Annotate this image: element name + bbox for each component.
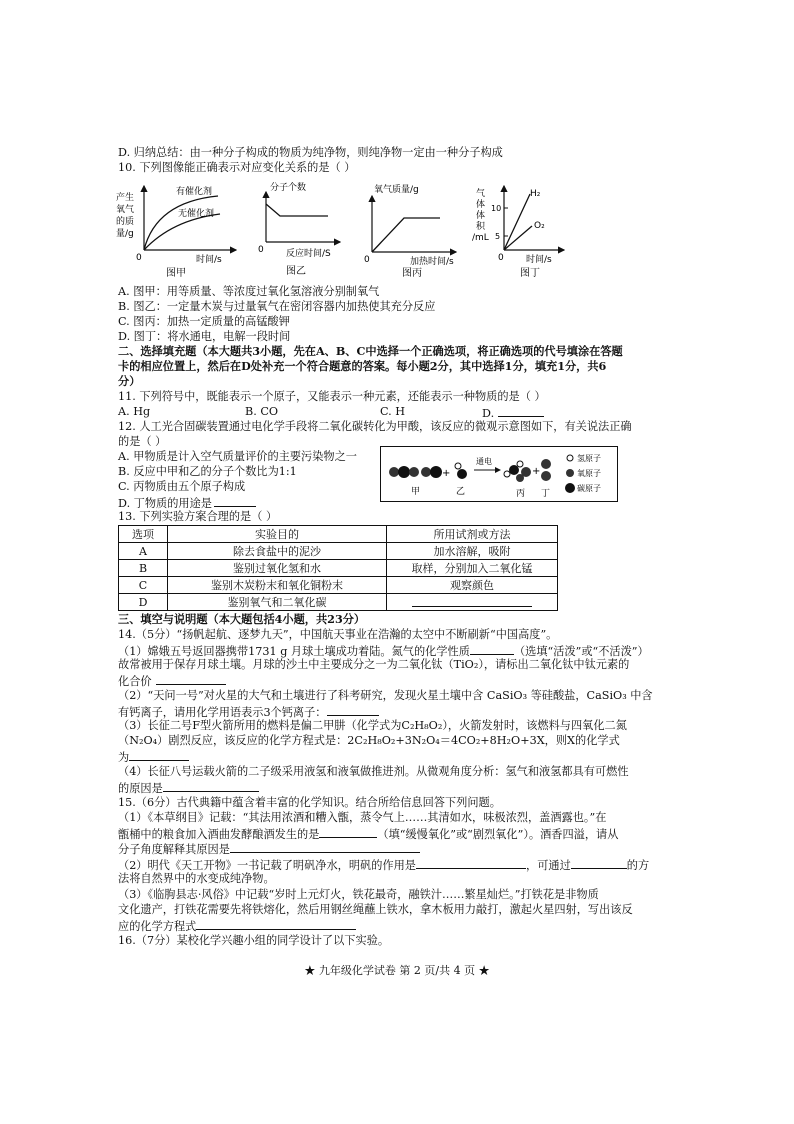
question-14-2: （2）“天问一号”对火星的大气和土壤进行了科考研究，发现火星土壤中含 CaSiO₃ 等硅酸盐，CaSiO₃ 中含 <box>118 689 653 702</box>
q14-3-text: 为 <box>118 751 130 764</box>
graph-jia-ylabel-2: 的质 <box>116 217 135 227</box>
answer-blank-14-2[interactable] <box>327 704 379 716</box>
label-ding: 丁 <box>541 489 551 499</box>
question-12-option-a: A. 甲物质是计入空气质量评价的主要污染物之一 <box>118 450 357 463</box>
question-15-3-line2: 文化遗产，打铁花需要先将铁熔化，然后用钢丝绳蘸上铁水，拿木板用力敲打，激起火星四射，写出该反 <box>118 903 633 916</box>
question-10-option-c: C. 图丙：加热一定质量的高锰酸钾 <box>118 315 290 328</box>
q15-2-text-end: 的方 <box>626 859 650 872</box>
q14-2-text: 有钙离子，请用化学用语表示3个钙离子： <box>118 706 327 719</box>
table-cell: 加水溶解，吸附 <box>387 543 558 560</box>
question-14-3-line3[interactable] <box>118 749 189 765</box>
graph-jia-ylabel-0: 产生 <box>116 193 135 203</box>
curve-without-catalyst <box>144 214 220 250</box>
question-11-option-a: A. Hg <box>118 405 151 418</box>
table-cell: 鉴别木炭粉末和氧化铜粉末 <box>168 577 387 594</box>
table-cell: D <box>119 594 168 611</box>
curve-oxygen-mass <box>372 218 440 252</box>
question-11: 11. 下列符号中，既能表示一个原子，又能表示一种元素，还能表示一种物质的是（ ） <box>118 390 546 403</box>
table-row <box>119 577 558 594</box>
graphs-q10 <box>108 178 608 280</box>
question-12-option-b: B. 反应中甲和乙的分子个数比为1:1 <box>118 465 297 478</box>
question-12-option-c: C. 丙物质由五个原子构成 <box>118 480 246 493</box>
question-12: 12. 人工光合固碳装置通过电化学手段将二氧化碳转化为甲酸，该反应的微观示意图如下，有关说法正确 <box>118 420 632 433</box>
graph-yi-ylabel: 分子个数 <box>270 183 307 193</box>
option-d-label: D. 丁物质的用途是 <box>118 497 212 510</box>
graph-ding-ylabel-1: 体 <box>476 200 486 210</box>
table-row <box>119 543 558 560</box>
table-cell: 观察颜色 <box>387 577 558 594</box>
graph-ding-ylabel-2: 体 <box>476 211 486 221</box>
question-14-4: （4）长征八号运载火箭的二子级采用液氢和液氧做推进剂。从微观角度分析：氢气和液氢都具有可燃性 <box>118 765 629 778</box>
table-header: 实验目的 <box>168 526 387 543</box>
question-14-1-line2: 故常被用于保存月球土壤。月球的沙土中主要成分之一为二氧化钛（TiO₂），请标出二氧化钛中钛元素的 <box>118 658 630 671</box>
question-10-option-d: D. 图丁：将水通电，电解一段时间 <box>118 330 291 343</box>
reaction-diagram <box>380 446 618 502</box>
graph-ding-ylabel-3: 积 <box>476 222 486 232</box>
label-o2: O₂ <box>534 221 545 231</box>
molecule-bing <box>504 461 531 482</box>
q15-1-text: 甑桶中的粮食加入酒曲发酵酿酒发生的是 <box>118 828 320 841</box>
question-10: 10. 下列图像能正确表示对应变化关系的是（ ） <box>118 161 356 174</box>
answer-blank-15-3[interactable] <box>196 918 356 930</box>
question-15-3-line3[interactable] <box>118 918 356 934</box>
graph-ding-ylabel-0: 气 <box>476 189 486 199</box>
question-11-option-b: B. CO <box>245 405 279 418</box>
graph-jia-xlabel: 时间/s <box>196 255 222 265</box>
page-footer: ★ 九年级化学试卷 第 2 页/共 4 页 ★ <box>304 964 490 977</box>
question-15-1: （1）《本草纲目》记载：“其法用浓酒和糟入甑，蒸令气上……其清如水，味极浓烈，盖酒露也。”在 <box>118 811 607 824</box>
question-10-option-b: B. 图乙：一定量木炭与过量氧气在密闭容器内加热使其充分反应 <box>118 300 436 313</box>
caption-jia: 图甲 <box>166 268 186 279</box>
q15-3-text: 应的化学方程式 <box>118 920 197 933</box>
table-cell: B <box>119 560 168 577</box>
caption-ding: 图丁 <box>520 268 540 279</box>
q15-2-text-mid: ，可通过 <box>526 859 571 872</box>
graph-ding-origin: 0 <box>498 253 504 263</box>
question-14-2-line2[interactable] <box>118 704 379 720</box>
table-header: 所用试剂或方法 <box>387 526 558 543</box>
graph-bing-ylabel: 氧气质量/g <box>374 185 419 195</box>
question-11-option-d[interactable] <box>482 405 544 421</box>
question-15-3: （3）《临朐县志·风俗》中记载“岁时上元灯火，铁花最奇，融铁汁……繁星灿烂。”打铁花是非物质 <box>118 888 599 901</box>
section-2-heading-line2: 卡的相应位置上，然后在D处补充一个符合题意的答案。每小题2分，其中选择1分，填充1分，共6 <box>118 359 607 373</box>
graph-ding <box>472 186 564 279</box>
answer-blank-14-3[interactable] <box>129 749 189 761</box>
curve-with-catalyst <box>144 196 218 250</box>
table-header: 选项 <box>119 526 168 543</box>
answer-blank-11d[interactable] <box>498 405 544 417</box>
section-2-heading: 二、选择填充题（本大题共3小题，先在A、B、C中选择一个正确选项，将正确选项的代号填涂在答题 <box>118 344 623 358</box>
label-yi: 乙 <box>456 487 466 497</box>
answer-blank-15-2b[interactable] <box>571 857 627 869</box>
graph-jia <box>116 185 236 279</box>
arrow-label: 通电 <box>476 457 492 466</box>
graph-jia-ylabel-1: 氧气 <box>116 205 135 215</box>
answer-blank-14-1b[interactable] <box>156 673 226 685</box>
q14-1-text: （1）嫦娥五号返回器携带1731 g 月球土壤成功着陆。氮气的化学性质 <box>118 645 470 658</box>
line-h2 <box>504 194 530 250</box>
question-14-3: （3）长征二号F型火箭所用的燃料是偏二甲肼（化学式为C₂H₈O₂），火箭发射时，该燃料与四氧化二氮 <box>118 719 627 732</box>
question-12-line2: 的是（ ） <box>118 435 167 448</box>
question-16: 16.（7分）某校化学兴趣小组的同学设计了以下实验。 <box>118 934 390 947</box>
answer-blank-15-1b[interactable] <box>230 841 420 853</box>
question-15-1-line2[interactable] <box>118 826 618 842</box>
graph-yi-xlabel: 反应时间/S <box>286 249 331 259</box>
question-15-1-line3[interactable] <box>118 841 420 857</box>
question-14-4-line2[interactable] <box>118 780 259 796</box>
molecule-yi <box>455 463 467 479</box>
graph-bing-xlabel: 加热时间/s <box>410 257 454 267</box>
table-cell: A <box>119 543 168 560</box>
svg-text:+: + <box>442 468 451 479</box>
legend-hydrogen: 氢原子 <box>577 454 601 463</box>
graph-yi <box>258 181 340 277</box>
option-d-text: D. 归纳总结：由一种分子构成的物质为纯净物，则纯净物一定由一种分子构成 <box>118 146 503 159</box>
question-15: 15.（6分）古代典籍中蕴含着丰富的化学知识。结合所给信息回答下列问题。 <box>118 796 501 809</box>
table-cell: 鉴别过氧化氢和水 <box>168 560 387 577</box>
graph-ding-xlabel: 时间/s <box>526 255 552 265</box>
graph-ding-tick-10: 10 <box>491 204 502 213</box>
q15-1-text-end: （填“缓慢氧化”或“剧烈氧化”）。酒香四溢，请从 <box>377 828 619 841</box>
section-2-heading-line3: 分） <box>118 374 141 388</box>
option-d-label: D. <box>482 407 495 420</box>
q15-1-text: 分子角度解释其原因是 <box>118 843 230 856</box>
table-cell: 鉴别氧气和二氧化碳 <box>168 594 387 611</box>
question-13: 13. 下列实验方案合理的是（ ） <box>118 510 278 523</box>
answer-blank-12d[interactable] <box>214 495 256 507</box>
table-header-row <box>119 526 558 543</box>
graph-jia-ylabel-3: 量/g <box>116 229 134 239</box>
question-11-option-c: C. H <box>380 405 406 418</box>
answer-blank-13d[interactable] <box>387 594 558 611</box>
q14-4-text: 的原因是 <box>118 782 163 795</box>
legend-carbon: 碳原子 <box>577 484 601 493</box>
line-o2 <box>504 226 532 250</box>
q15-2-text: （2）明代《天工开物》一书记载了明矾净水，明矾的作用是 <box>118 859 416 872</box>
curve-molecule-count <box>266 204 328 216</box>
table-row <box>119 594 558 611</box>
graph-jia-origin: 0 <box>136 253 142 263</box>
graph-ding-tick-5: 5 <box>495 232 501 241</box>
table-row <box>119 560 558 577</box>
label-bing: 丙 <box>516 489 526 499</box>
label-jia: 甲 <box>411 487 421 497</box>
svg-text:+: + <box>532 466 541 477</box>
question-14-1[interactable] <box>118 643 649 659</box>
label-without-catalyst: 无催化剂 <box>178 209 215 219</box>
table-cell: 取样，分别加入二氧化锰 <box>387 560 558 577</box>
answer-blank-15-2[interactable] <box>416 857 526 869</box>
question-15-2[interactable] <box>118 857 649 873</box>
graph-bing <box>364 183 456 279</box>
question-10-option-a: A. 图甲：用等质量、等浓度过氧化氢溶液分别制氧气 <box>118 285 380 298</box>
answer-blank-15-1[interactable] <box>319 826 377 838</box>
table-cell: 除去食盐中的泥沙 <box>168 543 387 560</box>
question-13-table <box>118 525 558 611</box>
question-15-2-line2: 法将自然界中的水变成纯净物。 <box>118 872 275 885</box>
question-14-1-line3[interactable] <box>118 673 226 689</box>
graph-ding-ylabel-4: /mL <box>472 233 489 243</box>
answer-blank-14-4[interactable] <box>163 780 259 792</box>
legend-oxygen: 氧原子 <box>577 469 601 478</box>
q14-1-text-end: （选填“活泼”或“不活泼”） <box>513 645 649 658</box>
question-14-3-line2: （N₂O₄）剧烈反应，该反应的化学方程式是：2C₂H₈O₂+3N₂O₄＝4CO₂+8H₂O+3X，则X的化学式 <box>118 734 620 747</box>
molecule-jia <box>389 466 442 478</box>
table-cell: C <box>119 577 168 594</box>
molecule-ding <box>541 459 551 481</box>
graph-bing-origin: 0 <box>364 255 370 265</box>
label-h2: H₂ <box>530 189 541 199</box>
caption-yi: 图乙 <box>286 266 306 277</box>
question-12-option-d[interactable] <box>118 495 256 511</box>
question-14: 14.（5分）“扬帆起航、逐梦九天”，中国航天事业在浩瀚的太空中不断刷新“中国高度”。 <box>118 628 558 641</box>
answer-blank-14-1[interactable] <box>470 643 514 655</box>
label-with-catalyst: 有催化剂 <box>176 187 213 197</box>
section-3-heading: 三、填空与说明题（本大题包括4小题，共23分） <box>118 612 366 626</box>
graph-yi-origin: 0 <box>258 245 264 255</box>
caption-bing: 图丙 <box>402 268 422 279</box>
q14-1-text: 化合价 <box>118 675 152 688</box>
